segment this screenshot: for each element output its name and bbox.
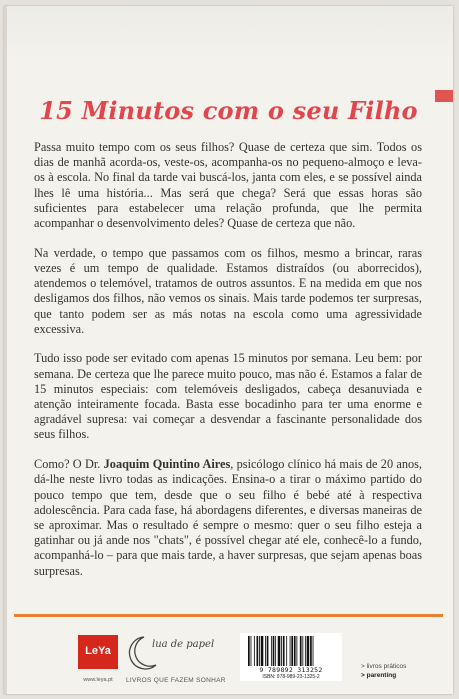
barcode-icon xyxy=(246,636,336,666)
barcode-number: 9 789892 313252 xyxy=(259,666,323,674)
imprint-tagline: LIVROS QUE FAZEM SONHAR xyxy=(126,677,226,684)
cover-top-wear xyxy=(4,6,453,76)
category-line-2: > parenting xyxy=(361,672,397,679)
blurb xyxy=(34,140,422,593)
category-line-1: > livros práticos xyxy=(361,663,407,670)
blurb-paragraph-2: Na verdade, o tempo que passamos com os filhos, mesmo a brincar, raras vezes é um tempo de qualidade. Estamos distraídos (ou aborrecidos), atendemos o telemóvel, tratamos de outros assuntos. E na medida em que nos desligamos dos filhos, não vemos os sinais. Mais tarde podemos ter surpresas, que tanto podem ser as más notas na escola como uma agressividade excessiva. xyxy=(34,245,422,336)
leya-logo xyxy=(78,635,118,669)
leya-logo-text: LeYa xyxy=(85,645,111,657)
moon-icon xyxy=(126,631,206,675)
blurb-paragraph-1: Passa muito tempo com os seus filhos? Quase de certeza que sim. Todos os dias de manhã acorda-os, veste-os, acompanha-os no pequeno-almoço e leva-os à escola. No final da tarde vai buscá-los, janta com eles, e se possível ainda lhes lê uma história... Mas será que chega? Será que essas horas são suficientes para estabelecer uma relação profunda, que lhe permita acompanhar o desenvolvimento deles? Quase de certeza que não. xyxy=(34,140,422,231)
book-back-cover xyxy=(4,6,453,694)
blurb-p4-rest: , psicólogo clínico há mais de 20 anos, dá-lhe neste livro todas as indicações. Ensina-o a tirar o máximo partido do pouco tempo que tem, desde que o seu filho é bebé até à respectiva adolescência. Para cada fase, há abordagens diferentes, e diversas maneiras de se aproximar. Mas o resultado é sempre o mesmo: quer o seu filho esteja a gatinhar ou já ande nos "chats", é possível chegar até ele, conhecê-lo a fundo, acompanhá-lo – para que mais tarde, a haver surpresas, que sejam apenas boas surpresas. xyxy=(34,457,422,578)
publisher-url: www.leya.pt xyxy=(83,677,113,683)
blurb-p4-lead: Como? O Dr. xyxy=(34,457,104,472)
blurb-paragraph-3: Tudo isso pode ser evitado com apenas 15 minutos por semana. Leu bem: por semana. De certeza que lhe parece muito pouco, mas não é. Estamos a falar de 15 minutos especiais: com telemóveis desligados, cabeça desanuviada e atenção inteiramente focada. Basta esse bocadinho para ter uma enorme e agradável supresa: vai começar a desvendar a fascinante personalidade dos seus filhos. xyxy=(34,351,422,442)
imprint-name: lua de papel xyxy=(152,639,215,650)
footer-divider xyxy=(14,614,443,617)
book-title: 15 Minutos com o seu Filho xyxy=(39,96,418,125)
barcode-box xyxy=(240,633,342,681)
blurb-paragraph-4 xyxy=(34,457,422,579)
isbn: ISBN: 978-989-23-1325-2 xyxy=(262,674,320,680)
category-labels xyxy=(361,662,406,680)
author-name: Joaquim Quintino Aires xyxy=(103,457,231,472)
